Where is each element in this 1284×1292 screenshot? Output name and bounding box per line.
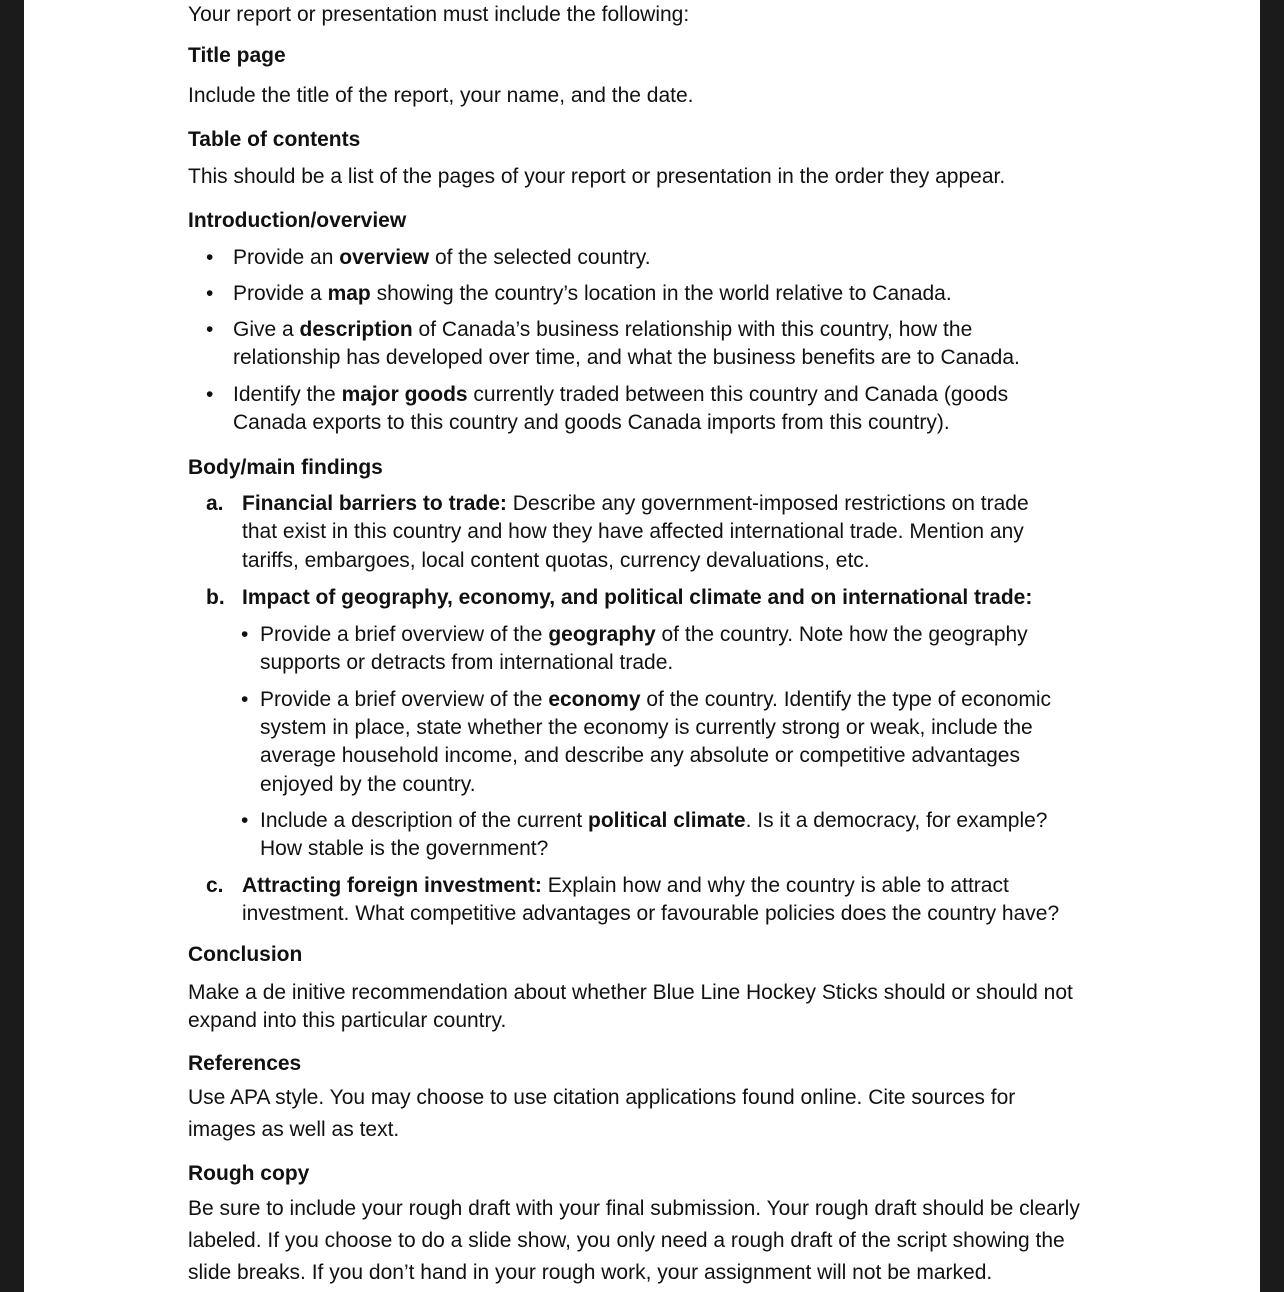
rough-copy-text-1: Be sure to include your rough draft with your final submission. Your rough draft should be clearly: [188, 1197, 1080, 1220]
body-b-item-geography: Provide a brief overview of the geography of the country. Note how the geography: [260, 623, 1028, 646]
bullet: •: [206, 246, 214, 269]
title-page-heading: Title page: [188, 44, 286, 67]
bullet: •: [241, 809, 249, 832]
bullet: •: [206, 383, 214, 406]
body-b-item-political: Include a description of the current political climate. Is it a democracy, for example?: [260, 809, 1048, 832]
toc-heading: Table of contents: [188, 128, 361, 151]
body-b-item-geography-cont: supports or detracts from international trade.: [260, 651, 674, 674]
intro-item-major-goods-cont: Canada exports to this country and goods Canada imports from this country).: [233, 411, 950, 434]
body-b-item-economy-cont-3: enjoyed by the country.: [260, 773, 476, 796]
intro-item-description-cont: relationship has developed over time, and what the business benefits are to Canada.: [233, 346, 1020, 369]
rough-copy-text-2: labeled. If you choose to do a slide show, you only need a rough draft of the script showing the: [188, 1229, 1065, 1252]
intro-item-overview: Provide an overview of the selected country.: [233, 246, 651, 269]
body-item-b-heading: Impact of geography, economy, and political climate and on international trade:: [242, 586, 1033, 609]
body-b-item-economy-cont-1: system in place, state whether the economy is currently strong or weak, include the: [260, 716, 1033, 739]
body-item-a: Financial barriers to trade: Describe any government-imposed restrictions on trade: [242, 492, 1029, 515]
references-text-1: Use APA style. You may choose to use citation applications found online. Cite sources for: [188, 1086, 1016, 1109]
body-b-item-economy: Provide a brief overview of the economy of the country. Identify the type of economic: [260, 688, 1052, 711]
body-heading: Body/main findings: [188, 456, 383, 479]
bullet: •: [206, 318, 214, 341]
intro-text: Your report or presentation must include the following:: [188, 3, 690, 26]
references-text-2: images as well as text.: [188, 1118, 400, 1141]
intro-item-major-goods: Identify the major goods currently traded between this country and Canada (goods: [233, 383, 1009, 406]
viewer-right-margin: [1260, 0, 1284, 1292]
bullet: •: [241, 688, 249, 711]
intro-item-description: Give a description of Canada’s business relationship with this country, how the: [233, 318, 973, 341]
list-label-b: b.: [206, 586, 225, 609]
body-item-c-cont: investment. What competitive advantages or favourable policies does the country have?: [242, 902, 1060, 925]
body-item-a-cont-1: that exist in this country and how they have affected international trade. Mention any: [242, 520, 1024, 543]
conclusion-text-2: expand into this particular country.: [188, 1009, 507, 1032]
rough-copy-text-3: slide breaks. If you don’t hand in your rough work, your assignment will not be marked.: [188, 1261, 993, 1284]
body-item-a-cont-2: tariffs, embargoes, local content quotas, currency devaluations, etc.: [242, 549, 870, 572]
viewer-left-margin: [0, 0, 24, 1292]
conclusion-heading: Conclusion: [188, 943, 303, 966]
bullet: •: [206, 282, 214, 305]
bullet: •: [241, 623, 249, 646]
rough-copy-heading: Rough copy: [188, 1162, 310, 1185]
body-b-item-economy-cont-2: average household income, and describe any absolute or competitive advantages: [260, 744, 1020, 767]
intro-item-map: Provide a map showing the country’s location in the world relative to Canada.: [233, 282, 952, 305]
conclusion-text-1: Make a de initive recommendation about whether Blue Line Hockey Sticks should or should not: [188, 981, 1073, 1004]
toc-text: This should be a list of the pages of your report or presentation in the order they appear.: [188, 165, 1006, 188]
body-item-c: Attracting foreign investment: Explain how and why the country is able to attract: [242, 874, 1009, 897]
introduction-heading: Introduction/overview: [188, 209, 407, 232]
references-heading: References: [188, 1052, 302, 1075]
list-label-a: a.: [206, 492, 224, 515]
body-b-item-political-cont: How stable is the government?: [260, 837, 549, 860]
list-label-c: c.: [206, 874, 224, 897]
title-page-text: Include the title of the report, your name, and the date.: [188, 84, 694, 107]
